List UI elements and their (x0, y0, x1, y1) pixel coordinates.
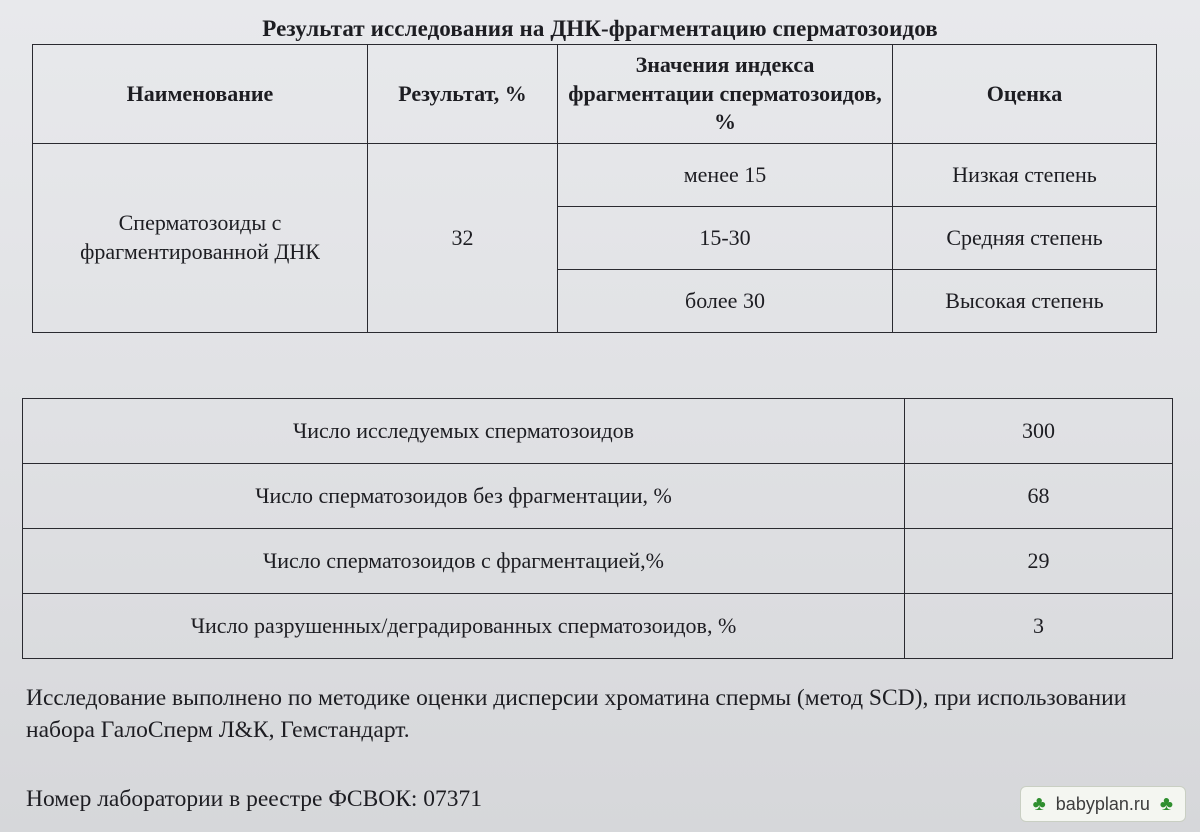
clover-icon: ♣ (1159, 793, 1173, 815)
count-label-cell: Число разрушенных/деградированных сперматозоидов, % (23, 594, 905, 659)
range-value-cell: более 30 (558, 270, 893, 333)
count-value-cell: 68 (905, 464, 1173, 529)
header-index-values: Значения индекса фрагментации сперматозоидов, % (558, 45, 893, 144)
header-result: Результат, % (368, 45, 558, 144)
table-row (23, 399, 1173, 464)
document-title: Результат исследования на ДНК-фрагментацию сперматозоидов (262, 16, 938, 41)
table-header-row (33, 45, 1157, 144)
range-grade-cell: Низкая степень (893, 144, 1157, 207)
site-watermark[interactable] (1020, 786, 1186, 822)
count-label-cell: Число исследуемых сперматозоидов (23, 399, 905, 464)
count-value-cell: 3 (905, 594, 1173, 659)
method-note: Исследование выполнено по методике оценки дисперсии хроматина спермы (метод SCD), при использовании набора ГалоСперм Л&К, Гемстандарт. (26, 685, 1127, 744)
clover-icon: ♣ (1032, 793, 1046, 815)
range-value-cell: 15-30 (558, 207, 893, 270)
range-grade-cell: Средняя степень (893, 207, 1157, 270)
count-label-cell: Число сперматозоидов с фрагментацией,% (23, 529, 905, 594)
table-row (23, 464, 1173, 529)
table-row (23, 529, 1173, 594)
table-row (23, 594, 1173, 659)
count-value-cell: 29 (905, 529, 1173, 594)
watermark-text: babyplan.ru (1055, 793, 1150, 814)
row-result-cell: 32 (368, 144, 558, 333)
count-label-cell: Число сперматозоидов без фрагментации, % (23, 464, 905, 529)
fragmentation-results-table (32, 44, 1157, 333)
row-name-cell: Сперматозоиды с фрагментированной ДНК (33, 144, 368, 333)
table-row (33, 144, 1157, 207)
header-assessment: Оценка (893, 45, 1157, 144)
range-grade-cell: Высокая степень (893, 270, 1157, 333)
sperm-counts-table (22, 398, 1173, 659)
range-value-cell: менее 15 (558, 144, 893, 207)
lab-registry-number: Номер лаборатории в реестре ФСВОК: 07371 (26, 786, 483, 812)
header-name: Наименование (33, 45, 368, 144)
count-value-cell: 300 (905, 399, 1173, 464)
